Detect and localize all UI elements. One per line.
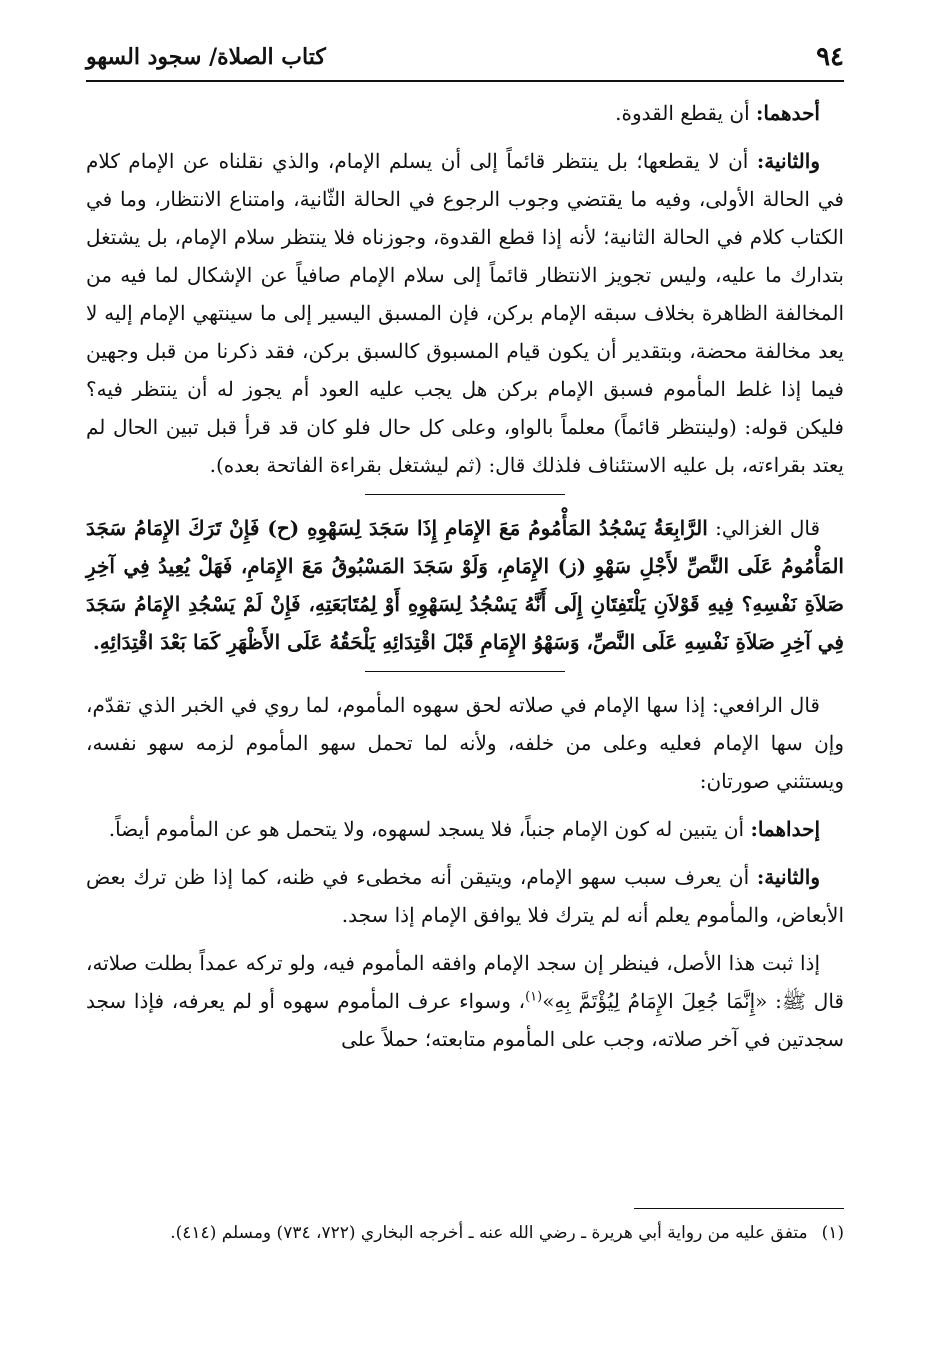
paragraph-text: أن لا يقطعها؛ بل ينتظر قائماً إلى أن يسلم الإمام، والذي نقلناه عن الإمام كلام في الحالة الأولى، وفيه ما يقتضي وجوب الرجوع في الحالة الثّانية، وامتناع الانتظار، وما في الكتاب كلام في الحالة الثانية؛ لأنه إذا قطع القدوة، وجوزناه فلا ينتظر سلام الإمام، بل يشتغل بتدارك ما عليه، وليس تجويز الانتظار قائماً إلى سلام الإمام صافياً عن الإشكال لما فيه من المخالفة الظاهرة بخلاف سبقه الإمام بركن، فإن المسبق اليسير إلى ما سينتهي الإمام إليه لا يعد مخالفة محضة، وبتقدير أن يكون قيام المسبوق كالسبق بركن، فقد ذكرنا من قبل وجهين فيما إذا غلط المأموم فسبق الإمام بركن هل يجب عليه العود أم يجوز له أن ينتظر فيه؟ فليكن قوله: (ولينتظر قائماً) معلماً بالواو، وعلى كل حال فلو كان قد قرأ قبل تبين الحال لم يعتد بقراءته، بل عليه الاستئناف فلذلك قال: (ثم ليشتغل بقراءة الفاتحة بعده). (86, 149, 844, 477)
paragraph-exception-two (86, 858, 844, 934)
paragraph-text: قال الرافعي: إذا سها الإمام في صلاته لحق سهوه المأموم، لما روي في الخبر الذي تقدّم، وإن سها الإمام فعليه وعلى من خلفه، ولأنه لما تحمل سهو المأموم لزمه سهو نفسه، ويستثني صورتان: (86, 693, 844, 793)
paragraph-text: أن يعرف سبب سهو الإمام، ويتيقن أنه مخطىء في ظنه، كما إذا ظن ترك بعض الأبعاض، والمأموم يعلم أنه لم يترك فلا يوافق الإمام إذا سجد. (86, 865, 844, 927)
paragraph-second-case (86, 142, 844, 484)
matn-lead: قال الغزالي: (707, 516, 821, 540)
page-number: ٩٤ (816, 42, 844, 72)
section-divider (365, 494, 565, 495)
term-label: إحداهما: (750, 817, 820, 841)
paragraph-exception-one (86, 810, 844, 848)
footnote (86, 1218, 844, 1248)
paragraph-principle (86, 944, 844, 1058)
matn-paragraph (86, 509, 844, 661)
footnote-reference[interactable]: (١) (525, 989, 543, 1005)
paragraph-text: ، وسواء عرف المأموم سهوه أو لم يعرفه، فإذا سجد سجدتين في آخر صلاته، وجب على المأموم متابعته؛ حملاً على (86, 989, 844, 1051)
paragraph-first-case (86, 94, 844, 132)
paragraph-text: إذا ثبت هذا الأصل، فينظر إن سجد الإمام وافقه المأموم فيه، ولو تركه عمداً بطلت صلاته، قال ﷺ: «إِنَّمَا جُعِلَ الإِمَامُ لِيُؤْتَمَّ بِهِ» (86, 951, 844, 1013)
footnote-text: متفق عليه من رواية أبي هريرة ـ رضي الله عنه ـ أخرجه البخاري (٧٢٢، ٧٣٤) ومسلم (٤١٤). (170, 1223, 808, 1243)
footnote-divider (634, 1208, 844, 1209)
term-label: أحدهما: (755, 101, 820, 125)
paragraph-rafii (86, 686, 844, 800)
term-label: والثانية: (756, 149, 820, 173)
matn-text: الرَّابِعَةُ يَسْجُدُ المَأْمُومُ مَعَ الإِمَامِ إِذَا سَجَدَ لِسَهْوِهِ (ح) فَإِنْ تَرَكَ الإِمَامُ سَجَدَ المَأْمُومُ عَلَى النَّصِّ لأَجْلِ سَهْوِ (ز) الإِمَامِ، وَلَوْ سَجَدَ المَسْبُوقُ مَعَ الإِمَامِ، فَهَلْ يُعِيدُ فِي آخِرِ صَلاَةِ نَفْسِهِ؟ فِيهِ قَوْلاَنِ يَلْتَفِتَانِ إِلَى أَنَّهُ يَسْجُدُ لِسَهْوِهِ أَوْ لِمُتَابَعَتِهِ، فَإِنْ لَمْ يَسْجُدِ الإِمَامُ سَجَدَ فِي آخِرِ صَلاَةِ نَفْسِهِ عَلَى النَّصِّ، وَسَهْوُ الإِمَامِ قَبْلَ اقْتِدَائِهِ يَلْحَقُهُ عَلَى الأَظْهَرِ كَمَا بَعْدَ اقْتِدَائِهِ. (86, 516, 844, 654)
footnote-number: (١) (821, 1223, 844, 1243)
section-divider (365, 671, 565, 672)
header-divider (86, 80, 844, 82)
term-label: والثانية: (756, 865, 820, 889)
running-title: كتاب الصلاة/ سجود السهو (86, 44, 326, 70)
main-text (86, 94, 844, 1068)
paragraph-text: أن يتبين له كون الإمام جنباً، فلا يسجد لسهوه، ولا يتحمل هو عن المأموم أيضاً. (108, 817, 751, 841)
paragraph-text: أن يقطع القدوة. (615, 101, 756, 125)
page-header (86, 40, 844, 74)
